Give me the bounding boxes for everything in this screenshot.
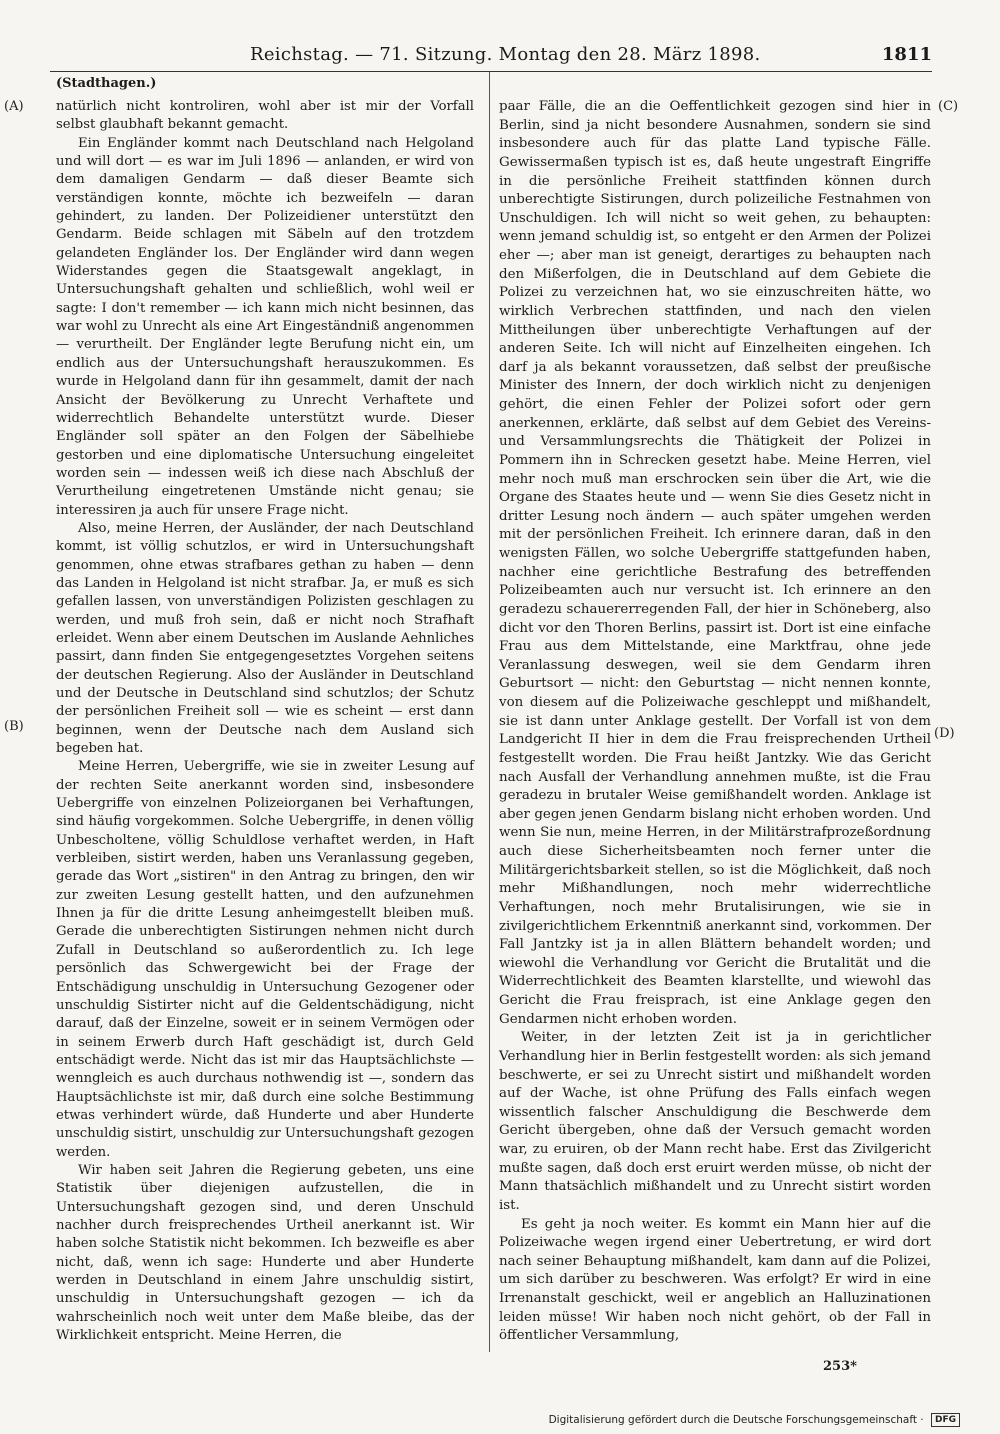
paragraph: Ein Engländer kommt nach Deutschland nach Helgoland und will dort — es war im Juli 1896 — anlanden, er wird von dem damaligen Gendarm — daß dieser Beamte sich verständigen konnte, möchte ich bezweifeln — daran gehindert, zu landen. Der Polizeidiener unterstützt den Gendarm. Beide schlagen mit Säbeln auf den trotzdem gelandeten Engländer los. Der Engländer wird dann wegen Widerstandes gegen die Staatsgewalt angeklagt, in Untersuchungshaft gehalten und schließlich, wohl weil er sagte: I don't remember — ich kann mich nicht besinnen, das war wohl zu Unrecht als eine Art Eingeständniß angenommen — verurtheilt. Der Engländer legte Berufung nicht ein, um endlich aus der Untersuchungshaft herauszukommen. Es wurde in Helgoland dann für ihn gesammelt, damit der nach Ansicht der Bevölkerung zu Unrecht Verhaftete und widerrechtlich Behandelte unterstützt wurde. Dieser Engländer soll später an den Folgen der Säbelhiebe gestorben und eine diplomatische Untersuchung eingeleitet worden sein — indessen weiß ich diese nach Abschluß der Verurtheilung eingetretenen Umstände nicht genau; sie interessiren ja auch für unsere Frage nicht. xyxy=(56,135,474,518)
right-column xyxy=(499,98,931,1346)
signature-mark: 253* xyxy=(823,1359,857,1374)
paragraph: Also, meine Herren, der Ausländer, der nach Deutschland kommt, ist völlig schutzlos, er wird in Untersuchungshaft genommen, ohne etwas strafbares gethan zu haben — denn das Landen in Helgoland ist nicht strafbar. Ja, er muß es sich gefallen lassen, von unverständigen Polizisten geschlagen zu werden, und muß froh sein, daß er nicht noch Strafhaft erleidet. Wenn aber einem Deutschen im Auslande Aehnliches passirt, dann finden Sie entgegengesetztes Vorgehen seitens der deutschen Regierung. Also der Ausländer in Deutschland und der Deutsche in Deutschland sind schutzlos; der Schutz der persönlichen Freiheit soll — wie es scheint — erst dann beginnen, wenn der Deutsche nach dem Ausland sich begeben hat. xyxy=(56,520,474,757)
header-rule xyxy=(50,71,932,72)
header-title: Reichstag. — 71. Sitzung. Montag den 28. März 1898. xyxy=(250,44,761,65)
margin-marker-c: (C) xyxy=(938,99,959,114)
paragraph: Weiter, in der letzten Zeit ist ja in gerichtlicher Verhandlung hier in Berlin festgestellt worden: als sich jemand beschwerte, er sei zu Unrecht sistirt und mißhandelt worden auf der Wache, ist ohne Prüfung des Falls einfach wegen wissentlich falscher Anschuldigung die Beschwerde dem Gericht übergeben, ohne daß der Versuch gemacht worden war, zu eruiren, ob der Mann recht habe. Erst das Zivilgericht mußte sagen, daß doch erst eruirt werden müsse, ob nicht der Mann thatsächlich mißhandelt und zu Unrecht sistirt worden ist. xyxy=(499,1030,931,1213)
speaker-name: (Stadthagen.) xyxy=(56,76,157,91)
digitization-credit xyxy=(549,1413,960,1427)
paragraph: Meine Herren, Uebergriffe, wie sie in zweiter Lesung auf der rechten Seite anerkannt worden sind, insbesondere Uebergriffe von einzelnen Polizeiorganen bei Verhaftungen, sind häufig vorgekommen. Solche Uebergriffe, in denen völlig Unbescholtene, völlig Schuldlose verhaftet werden, in Haft verbleiben, sistirt werden, haben uns Veranlassung gegeben, gerade das Wort „sistiren" in den Antrag zu bringen, den wir zur zweiten Lesung gestellt hatten, und den aufzunehmen Ihnen ja für die dritte Lesung anheimgestellt bleiben muß. Gerade die unberechtigten Sistirungen nehmen nicht durch Zufall in Deutschland so außerordentlich zu. Ich lege persönlich das Schwergewicht bei der Frage der Entschädigung unschuldig in Untersuchung Gezogener oder unschuldig Sistirter nicht auf die Geldentschädigung, nicht darauf, daß der Einzelne, soweit er in seinem Vermögen oder in seinem Erwerb durch Haft geschädigt ist, durch Geld entschädigt werde. Nicht das ist mir das Hauptsächlichste — wenngleich es auch durchaus nothwendig ist —, sondern das Hauptsächlichste ist mir, daß durch eine solche Bestimmung etwas verhindert würde, daß Hunderte und aber Hunderte unschuldig sistirt, unschuldig zur Untersuchungshaft gezogen werden. xyxy=(56,759,474,1160)
column-divider xyxy=(489,72,490,1352)
margin-marker-b: (B) xyxy=(4,719,24,734)
paragraph: natürlich nicht kontroliren, wohl aber ist mir der Vorfall selbst glaubhaft bekannt gemacht. xyxy=(56,99,474,133)
paragraph: Es geht ja noch weiter. Es kommt ein Mann hier auf die Polizeiwache wegen irgend einer Uebertretung, er wird dort nach seiner Behauptung mißhandelt, kam dann auf die Polizei, um sich darüber zu beschweren. Was erfolgt? Er wird in eine Irrenanstalt geschickt, weil er angeblich an Halluzinationen leiden müsse! Wir haben noch nicht gehört, ob der Fall in öffentlicher Versammlung, xyxy=(499,1216,931,1344)
left-column xyxy=(56,98,474,1345)
running-header xyxy=(0,44,1000,74)
paragraph: paar Fälle, die an die Oeffentlichkeit gezogen sind hier in Berlin, sind ja nicht besondere Ausnahmen, sondern sie sind insbesondere auch für das platte Land typische Fälle. Gewissermaßen typisch ist es, daß heute ungestraft Eingriffe in die persönliche Freiheit stattfinden können durch unberechtigte Sistirungen, durch polizeiliche Festnahmen von Unschuldigen. Ich will nicht so weit gehen, zu behaupten: wenn jemand schuldig ist, so entgeht er den Armen der Polizei eher —; aber man ist geneigt, derartiges zu behaupten nach den Mißerfolgen, die in Deutschland auf dem Gebiete die Polizei zu verzeichnen hat, wo sie einzuschreiten hätte, wo wirklich Verbrechen stattfinden, und nach den vielen Mittheilungen über unberechtigte Verhaftungen auf der anderen Seite. Ich will nicht auf Einzelheiten eingehen. Ich darf ja als bekannt voraussetzen, daß selbst der preußische Minister des Innern, der doch wirklich nicht zu denjenigen gehört, die einen Fehler der Polizei sofort oder gern anerkennen, erklärte, daß selbst auf dem Gebiet des Vereins- und Versammlungsrechts die Thätigkeit der Polizei in Pommern ihn in Schrecken gesetzt habe. Meine Herren, viel mehr noch muß man erschrocken sein über die Art, wie die Organe des Staates heute und — wenn Sie dies Gesetz nicht in dritter Lesung noch ändern — auch später umgehen werden mit der persönlichen Freiheit. Ich erinnere daran, daß in den wenigsten Fällen, wo solche Uebergriffe stattgefunden haben, nachher eine gerichtliche Bestrafung des betreffenden Polizeibeamten auch nur versucht ist. Ich erinnere an den geradezu schauererregenden Fall, der hier in Schöneberg, also dicht vor den Thoren Berlins, passirt ist. Dort ist eine einfache Frau aus dem Mittelstande, eine Marktfrau, ohne jede Veranlassung deswegen, weil sie dem Gendarm ihren Geburtsort — nicht: den Geburtstag — nicht nennen konnte, von diesem auf die Polizeiwache geschleppt und mißhandelt, sie ist dann unter Anklage gestellt. Der Vorfall ist von dem Landgericht II hier in dem die Frau freisprechenden Urtheil festgestellt worden. Die Frau heißt Jantzky. Wie das Gericht nach Ausfall der Verhandlung annehmen mußte, ist die Frau geradezu in brutaler Weise gemißhandelt worden. Anklage ist aber gegen jenen Gendarm bislang nicht erhoben worden. Und wenn Sie nun, meine Herren, in der Militärstrafprozeßordnung auch diese Sicherheitsbeamten noch ferner unter die Militärgerichtsbarkeit stellen, so ist die Möglichkeit, daß noch mehr Mißhandlungen, noch mehr widerrechtliche Verhaftungen, noch mehr Brutalisirungen, wie sie in zivilgerichtlichem Erkenntniß anerkannt sind, vorkommen. Der Fall Jantzky ist ja in allen Blättern behandelt worden; und wiewohl die Verhandlung vor Gericht die Brutalität und die Widerrechtlichkeit des Beamten klarstellte, und wiewohl das Gericht die Frau freisprach, ist eine Anklage gegen den Gendarmen nicht erhoben worden. xyxy=(499,99,931,1027)
margin-marker-a: (A) xyxy=(4,99,24,114)
margin-marker-d: (D) xyxy=(934,726,955,741)
credit-text: Digitalisierung gefördert durch die Deutsche Forschungsgemeinschaft · xyxy=(548,1414,924,1426)
dfg-logo: DFG xyxy=(931,1413,960,1427)
paragraph: Wir haben seit Jahren die Regierung gebeten, uns eine Statistik über diejenigen aufzustellen, die in Untersuchungshaft gezogen sind, und deren Unschuld nachher durch freisprechendes Urtheil anerkannt ist. Wir haben solche Statistik nicht bekommen. Ich bezweifle es aber nicht, daß, wenn ich sage: Hunderte und aber Hunderte werden in Deutschland in einem Jahre unschuldig sistirt, unschuldig in Untersuchungshaft gezogen — ich da wahrscheinlich noch weit unter dem Maße bleibe, das der Wirklichkeit entspricht. Meine Herren, die xyxy=(56,1162,474,1344)
page-number: 1811 xyxy=(881,44,932,65)
